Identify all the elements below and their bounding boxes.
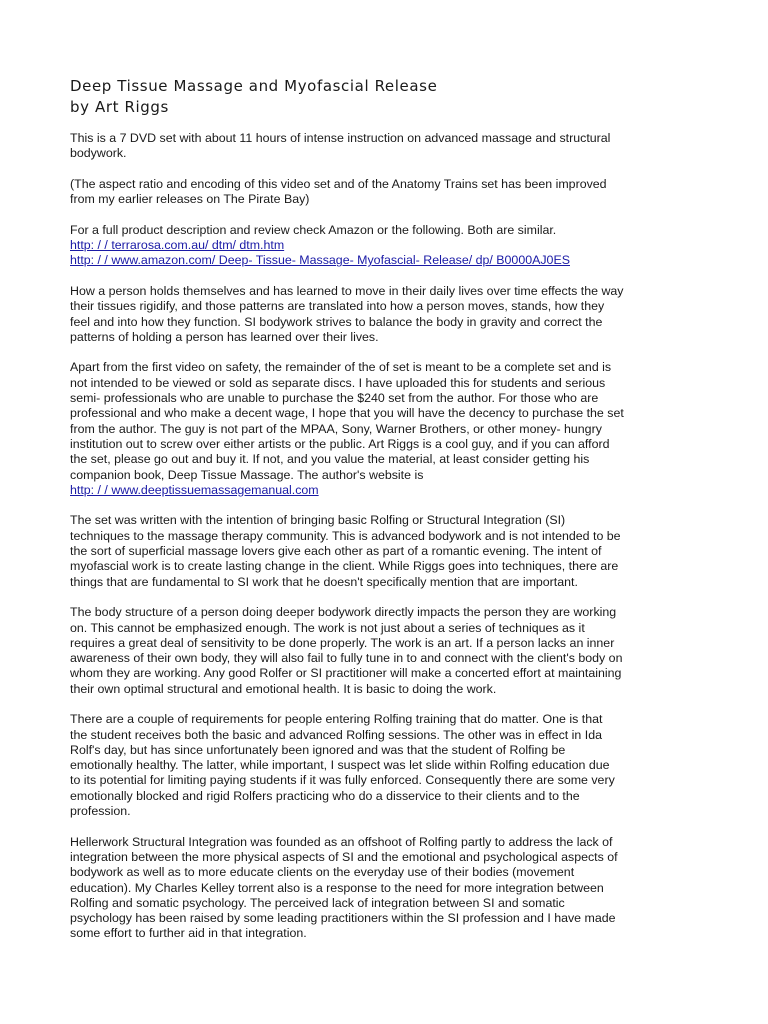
text-line: whom they are working. Any good Rolfer or SI practitioner will make a concerted effort at maintaining bbox=[70, 666, 622, 681]
text-line: on. This cannot be emphasized enough. The work is not just about a series of techniques as it bbox=[70, 620, 585, 635]
text-line: some effort to further aid in that integration. bbox=[70, 926, 307, 941]
text-line: (The aspect ratio and encoding of this video set and of the Anatomy Trains set has been improved bbox=[70, 176, 607, 191]
paragraph-hellerwork bbox=[70, 835, 710, 942]
text-line: Apart from the first video on safety, the remainder of the of set is meant to be a complete set and is bbox=[70, 360, 612, 375]
text-line: bodywork. bbox=[70, 146, 127, 161]
text-line: their tissues rigidify, and those patterns are translated into how a person moves, stands, how they bbox=[70, 299, 605, 314]
text-line: Hellerwork Structural Integration was founded as an offshoot of Rolfing partly to address the lack of bbox=[70, 834, 613, 849]
text-line: emotionally blocked and rigid Rolfers practicing who do a disservice to their clients and to the bbox=[70, 788, 580, 803]
text-line: profession. bbox=[70, 804, 131, 819]
text-line: psychology has been raised by some leading practitioners within the SI profession and I have made bbox=[70, 911, 616, 926]
paragraph-aspect-ratio bbox=[70, 177, 710, 208]
text-line: professional and who make a decent wage, I hope that you will have the decency to purchase the set bbox=[70, 406, 624, 421]
paragraph-intro bbox=[70, 131, 710, 162]
text-line: companion book, Deep Tissue Massage. The author's website is bbox=[70, 467, 424, 482]
text-line: patterns of holding a person has learned over their lives. bbox=[70, 329, 379, 344]
text-line: emotionally healthy. The latter, while important, I suspect was let slide within Rolfing education due bbox=[70, 758, 610, 773]
text-line: Rolf's day, but has since unfortunately been ignored and was that the student of Rolfing be bbox=[70, 742, 566, 757]
text-line: from my earlier releases on The Pirate Bay) bbox=[70, 192, 310, 207]
text-line: the sort of superficial massage lovers give each other as part of a romantic evening. The intent of bbox=[70, 544, 602, 559]
text-line: requires a great deal of sensitivity to be done properly. The work is an art. If a person lacks an inner bbox=[70, 635, 615, 650]
text-line: institution out to screw over either artists or the public. Art Riggs is a cool guy, and if you can afford bbox=[70, 436, 610, 451]
text-line: This is a 7 DVD set with about 11 hours of intense instruction on advanced massage and structural bbox=[70, 131, 611, 145]
paragraph-product-description bbox=[70, 223, 710, 269]
terrarosa-link[interactable]: http: / / terrarosa.com.au/ dtm/ dtm.htm bbox=[70, 238, 285, 253]
text-line: from the author. The guy is not part of the MPAA, Sony, Warner Brothers, or other money- hungry bbox=[70, 421, 602, 436]
text-line: semi- professionals who are unable to purchase the $240 set from the author. For those who are bbox=[70, 391, 599, 406]
author-website-link[interactable]: http: / / www.deeptissuemassagemanual.com bbox=[70, 482, 319, 497]
paragraph-upload-note bbox=[70, 360, 710, 498]
text-line: How a person holds themselves and has learned to move in their daily lives over time effects the way bbox=[70, 283, 624, 298]
paragraph-body-structure bbox=[70, 605, 710, 697]
text-line: things that are fundamental to SI work that he doesn't specifically mention that are important. bbox=[70, 574, 578, 589]
amazon-link[interactable]: http: / / www.amazon.com/ Deep- Tissue- Massage- Myofascial- Release/ dp/ B0000AJ0ES bbox=[70, 253, 570, 268]
document-title: Deep Tissue Massage and Myofascial Release bbox=[70, 77, 438, 95]
paragraph-rolfing-requirements bbox=[70, 712, 710, 819]
text-line: For a full product description and review check Amazon or the following. Both are similar. bbox=[70, 222, 557, 237]
text-line: There are a couple of requirements for people entering Rolfing training that do matter. One is that bbox=[70, 712, 603, 727]
text-line: the set, please go out and buy it. If not, and you value the material, at least consider getting his bbox=[70, 452, 590, 467]
text-line: bodywork as well as to more educate clients on the everyday use of their bodies (movement bbox=[70, 865, 575, 880]
text-line: The set was written with the intention of bringing basic Rolfing or Structural Integration (SI) bbox=[70, 513, 566, 528]
text-line: the student receives both the basic and advanced Rolfing sessions. The other was in effect in Ida bbox=[70, 727, 602, 742]
text-line: not intended to be viewed or sold as separate discs. I have uploaded this for students and serious bbox=[70, 375, 606, 390]
text-line: integration between the more physical aspects of SI and the emotional and psychological aspects of bbox=[70, 849, 618, 864]
document-body bbox=[70, 131, 710, 942]
paragraph-set-intention bbox=[70, 513, 710, 589]
text-line: techniques to the massage therapy community. This is advanced bodywork and is not intended to be bbox=[70, 528, 621, 543]
text-line: to its potential for limiting paying students if it was fully enforced. Consequently there are some very bbox=[70, 773, 615, 788]
text-line: awareness of their own body, they will also fail to fully tune in to and connect with the client's body on bbox=[70, 651, 623, 666]
document-heading bbox=[70, 76, 710, 118]
text-line: myofascial work is to create lasting change in the client. While Riggs goes into techniques, there are bbox=[70, 559, 619, 574]
text-line: Rolfing and somatic psychology. The perceived lack of integration between SI and somatic bbox=[70, 895, 565, 910]
text-line: The body structure of a person doing deeper bodywork directly impacts the person they are working bbox=[70, 605, 617, 620]
text-line: their own optimal structural and emotional health. It is basic to doing the work. bbox=[70, 681, 497, 696]
text-line: feel and into how they function. SI bodywork strives to balance the body in gravity and correct the bbox=[70, 314, 603, 329]
document-author: by Art Riggs bbox=[70, 98, 169, 116]
text-line: education). My Charles Kelley torrent also is a response to the need for more integration between bbox=[70, 880, 604, 895]
paragraph-posture bbox=[70, 284, 710, 345]
